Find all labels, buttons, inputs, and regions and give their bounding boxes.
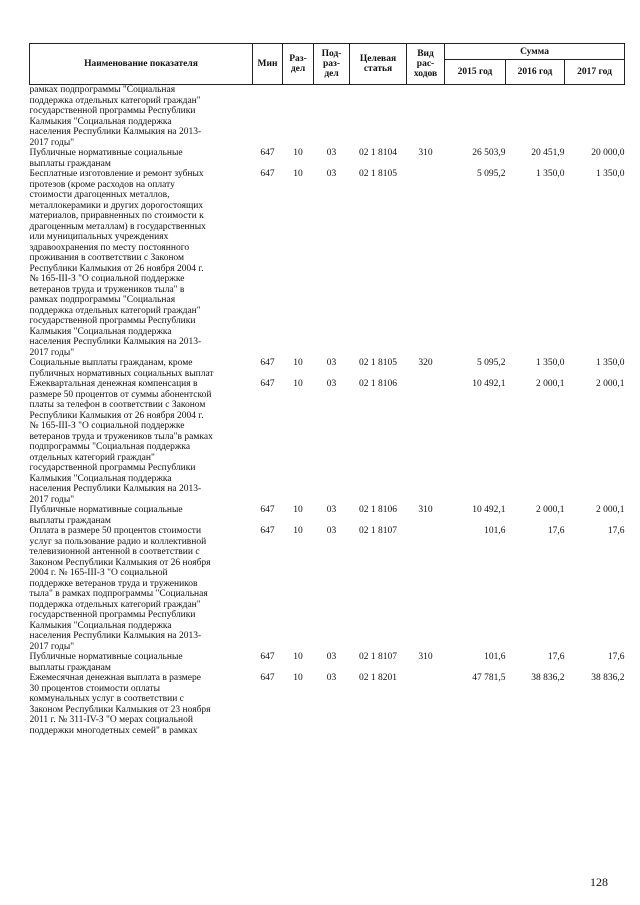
cell-razdel: 10 (293, 526, 303, 536)
cell-min: 647 (260, 358, 275, 368)
header-2016: 2016 год (506, 60, 565, 85)
cell-podrazdel: 03 (326, 148, 337, 158)
cell-2017: 1 350,0 (596, 169, 625, 179)
header-target: Целевая статья (350, 44, 407, 85)
table-row (30, 673, 625, 736)
cell-podrazdel: 03 (326, 526, 337, 536)
table-row (30, 505, 625, 526)
table-row (30, 148, 625, 169)
header-razdel: Раз- дел (283, 44, 314, 85)
header-name: Наименование показателя (30, 44, 253, 85)
cell-name: Публичные нормативные социальные выплаты гражданам (29, 505, 183, 526)
cell-name: Публичные нормативные социальные выплаты гражданам (29, 148, 183, 169)
cell-razdel: 10 (293, 148, 303, 158)
cell-min: 647 (260, 148, 275, 158)
cell-vid: 310 (418, 652, 433, 662)
cell-2016: 1 350,0 (536, 358, 565, 368)
cell-2017: 1 350,0 (596, 358, 625, 368)
cell-name: рамках подпрограммы "Социальная поддержка отдельных категорий граждан" государственной программы Республики Калмыкия "Социальная поддержка населения Республики Калмыкия на 2013- 2017 годы" (29, 85, 202, 148)
table-row (30, 526, 625, 652)
cell-2016: 17,6 (547, 526, 565, 536)
header-2015: 2015 год (445, 60, 506, 85)
cell-vid (407, 673, 445, 736)
header-vid: Вид рас- ходов (407, 44, 445, 85)
header-podrazdel: Под- раз- дел (314, 44, 350, 85)
cell-target: 02 1 8105 (359, 358, 397, 368)
cell-target: 02 1 8106 (359, 505, 397, 515)
table-row (30, 85, 625, 149)
cell-target: 02 1 8106 (359, 379, 397, 389)
cell-podrazdel: 03 (326, 379, 337, 389)
cell-min: 647 (260, 652, 275, 662)
cell-razdel: 10 (293, 169, 303, 179)
cell-vid: 310 (418, 505, 433, 515)
cell-min: 647 (260, 379, 275, 389)
cell-min (253, 85, 283, 149)
cell-vid: 320 (418, 358, 433, 368)
cell-name: Оплата в размере 50 процентов стоимости услуг за пользование радио и коллективной телевизионной антенной в соответствии с Законом Республики Калмыкия от 26 ноября 2004 г. № 165-III-З "О социальной поддержке ветеранов труда и тружеников тыла" в рамках подпрограммы "Социальная поддержка отдельных категорий граждан" государственной программы Республики Калмыкия "Социальная поддержка населения Республики Калмыкия на 2013- 2017 годы" (29, 526, 211, 652)
cell-min: 647 (260, 673, 275, 683)
cell-2015: 10 492,1 (472, 505, 506, 515)
cell-podrazdel: 03 (326, 673, 337, 683)
cell-target: 02 1 8107 (359, 652, 397, 662)
cell-2016: 20 451,9 (531, 148, 565, 158)
table-row (30, 379, 625, 505)
page-number: 128 (590, 875, 608, 889)
cell-target: 02 1 8107 (359, 526, 397, 536)
cell-name: Ежеквартальная денежная компенсация в размере 50 процентов от суммы абонентской платы за телефон в соответствии с Законом Республики Калмыкия от 26 ноября 2004 г. № 165-III-З "О социальной поддержке ветеранов труда и тружеников тыла"в рамках подпрограммы "Социальная поддержка отдельных категорий граждан" государственной программы Республики Калмыкия "Социальная поддержка населения Республики Калмыкия на 2013- 2017 годы" (29, 379, 213, 505)
cell-podrazdel: 03 (326, 169, 337, 179)
cell-target: 02 1 8105 (359, 169, 397, 179)
cell-min: 647 (260, 526, 275, 536)
cell-2015: 47 781,5 (472, 673, 506, 683)
cell-2016: 2 000,1 (536, 379, 565, 389)
cell-2016: 1 350,0 (536, 169, 565, 179)
cell-name: Публичные нормативные социальные выплаты гражданам (29, 652, 183, 673)
cell-min: 647 (260, 169, 275, 179)
cell-2017: 17,6 (607, 652, 625, 662)
cell-razdel: 10 (293, 652, 303, 662)
cell-razdel: 10 (293, 505, 303, 515)
cell-2015: 101,6 (484, 526, 506, 536)
cell-razdel: 10 (293, 673, 303, 683)
table-row (30, 169, 625, 358)
cell-2017: 20 000,0 (591, 148, 625, 158)
cell-2015 (445, 85, 506, 149)
cell-razdel: 10 (293, 358, 303, 368)
cell-target (350, 85, 407, 149)
header-sum: Сумма (445, 44, 625, 60)
cell-name: Бесплатные изготовление и ремонт зубных протезов (кроме расходов на оплату стоимости драгоценных металлов, металлокерамики и других дорогостоящих материалов, приравненных по стоимости к драгоценным металлам) в государственных или муниципальных учреждениях здравоохранения по месту постоянного проживания в соответствии с Законом Республики Калмыкия от 26 ноября 2004 г. № 165-III-З "О социальной поддержке ветеранов труда и тружеников тыла" в рамках подпрограммы "Социальная поддержка отдельных категорий граждан" государственной программы Республики Калмыкия "Социальная поддержка населения Республики Калмыкия на 2013- 2017 годы" (29, 169, 206, 358)
cell-target: 02 1 8201 (359, 673, 397, 683)
table-header (30, 44, 625, 85)
cell-2015: 5 095,2 (477, 358, 506, 368)
cell-vid (407, 379, 445, 505)
cell-podrazdel: 03 (326, 505, 337, 515)
cell-name: Ежемесячная денежная выплата в размере 30 процентов стоимости оплаты коммунальных услуг в соответствии с Законом Республики Калмыкия от 23 ноября 2011 г. № 311-IV-З "О мерах социальной поддержки многодетных семей" в рамках (29, 673, 211, 736)
cell-name: Социальные выплаты гражданам, кроме публичных нормативных социальных выплат (29, 358, 214, 379)
cell-target: 02 1 8104 (359, 148, 397, 158)
cell-2017: 2 000,1 (596, 505, 625, 515)
cell-min: 647 (260, 505, 275, 515)
cell-2015: 5 095,2 (477, 169, 506, 179)
cell-2016: 2 000,1 (536, 505, 565, 515)
header-min: Мин (253, 44, 283, 85)
budget-table (29, 43, 625, 736)
table-body (30, 85, 625, 737)
cell-podrazdel: 03 (326, 652, 337, 662)
cell-2017 (565, 85, 625, 149)
cell-2015: 10 492,1 (472, 379, 506, 389)
cell-2017: 38 836,2 (591, 673, 625, 683)
cell-2016: 38 836,2 (531, 673, 565, 683)
cell-2016 (506, 85, 565, 149)
header-2017: 2017 год (565, 60, 625, 85)
cell-razdel (283, 85, 314, 149)
cell-vid (407, 85, 445, 149)
cell-podrazdel: 03 (326, 358, 337, 368)
cell-podrazdel (314, 85, 350, 149)
cell-vid (407, 169, 445, 358)
cell-razdel: 10 (293, 379, 303, 389)
table-row (30, 358, 625, 379)
cell-2015: 26 503,9 (472, 148, 506, 158)
cell-2017: 2 000,1 (596, 379, 625, 389)
cell-2016: 17,6 (547, 652, 565, 662)
table-row (30, 652, 625, 673)
cell-vid (407, 526, 445, 652)
cell-vid: 310 (418, 148, 433, 158)
cell-2017: 17,6 (607, 526, 625, 536)
cell-2015: 101,6 (484, 652, 506, 662)
